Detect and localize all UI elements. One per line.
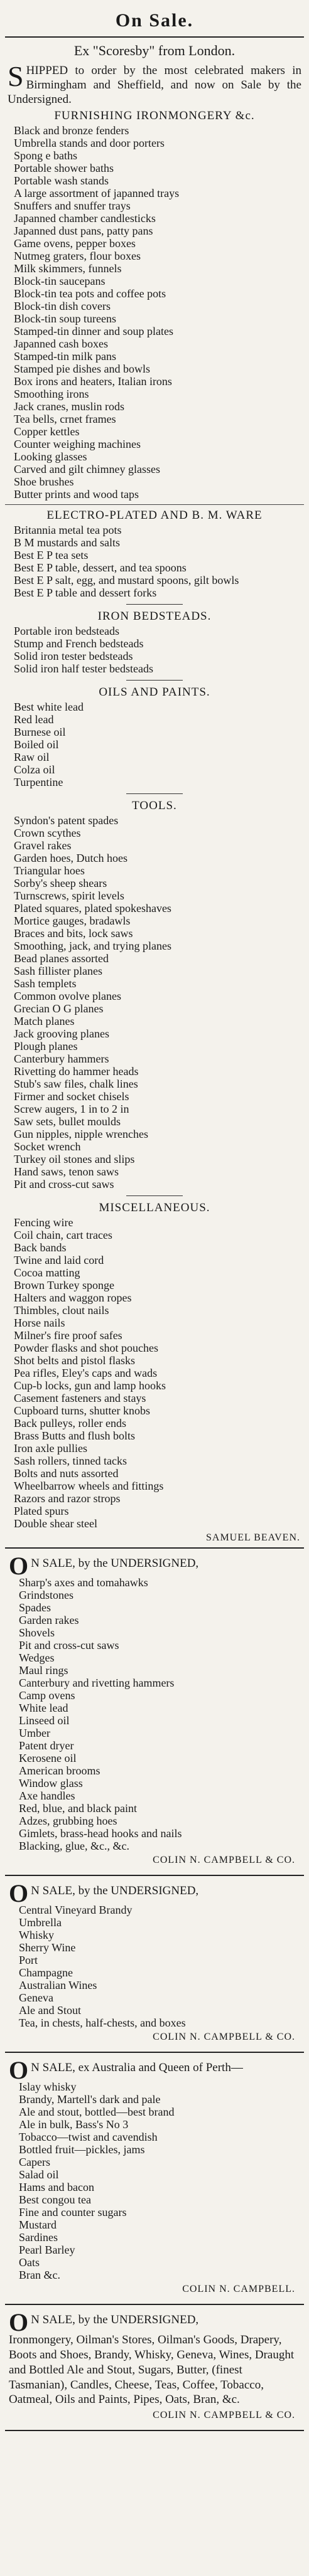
- divider: [5, 2052, 304, 2053]
- oils-heading: OILS AND PAINTS.: [99, 686, 210, 699]
- list-item: Common ovolve planes: [14, 990, 121, 1003]
- divider: [126, 1195, 183, 1196]
- ad3: [0, 1880, 309, 2048]
- list-item: Oats: [19, 2256, 40, 2269]
- ad5: [0, 2309, 309, 2426]
- list-item: Back bands: [14, 1241, 67, 1254]
- list-item: Hams and bacon: [19, 2181, 94, 2194]
- ad4-list: [5, 2080, 304, 2281]
- list-item: Wheelbarrow wheels and fittings: [14, 1480, 164, 1493]
- list-item: Block-tin saucepans: [14, 275, 106, 288]
- drop-cap: O: [9, 2308, 29, 2337]
- list-item: Smoothing irons: [14, 388, 89, 401]
- ad2: [0, 1552, 309, 1871]
- iron-heading: IRON BEDSTEADS.: [97, 610, 212, 623]
- list-item: Thimbles, clout nails: [14, 1304, 109, 1317]
- ad1-intro-text: HIPPED to order by the most celebrated makers in Birmingham and Sheffield, and now on Sale by the Undersigned.: [8, 64, 301, 106]
- list-item: Syndon's patent spades: [14, 814, 119, 827]
- oils-list: [0, 701, 309, 788]
- list-item: Black and bronze fenders: [14, 124, 129, 137]
- list-item: Australian Wines: [19, 1979, 97, 1992]
- list-item: Mustard: [19, 2218, 57, 2232]
- list-item: White lead: [19, 1702, 68, 1715]
- list-item: Best E P salt, egg, and mustard spoons, gilt bowls: [14, 574, 239, 587]
- list-item: Bolts and nuts assorted: [14, 1467, 119, 1480]
- list-item: Best congou tea: [19, 2193, 91, 2207]
- list-item: Braces and bits, lock saws: [14, 927, 133, 940]
- list-item: Plated squares, plated spokeshaves: [14, 902, 171, 915]
- list-item: Iron axle pullies: [14, 1442, 87, 1455]
- list-item: Tea, in chests, half-chests, and boxes: [19, 2017, 186, 2030]
- list-item: Portable shower baths: [14, 162, 114, 175]
- list-item: Tobacco—twist and cavendish: [19, 2131, 158, 2144]
- list-item: Pit and cross-cut saws: [14, 1178, 114, 1191]
- list-item: Smoothing, jack, and trying planes: [14, 940, 171, 953]
- list-item: Cup-b locks, gun and lamp hooks: [14, 1379, 166, 1392]
- list-item: Sharp's axes and tomahawks: [19, 1576, 148, 1589]
- list-item: Sardines: [19, 2231, 58, 2244]
- list-item: Portable iron bedsteads: [14, 625, 119, 638]
- list-item: Box irons and heaters, Italian irons: [14, 375, 172, 388]
- list-item: Twine and laid cord: [14, 1254, 104, 1267]
- list-item: Burnese oil: [14, 726, 66, 739]
- list-item: Milner's fire proof safes: [14, 1329, 122, 1342]
- list-item: Japanned chamber candlesticks: [14, 212, 156, 225]
- ad3-signature: COLIN N. CAMPBELL & CO.: [153, 2032, 295, 2043]
- list-item: Turpentine: [14, 776, 63, 789]
- ad2-list: [5, 1576, 304, 1852]
- list-item: Stamped-tin dinner and soup plates: [14, 325, 173, 338]
- list-item: Whisky: [19, 1929, 54, 1942]
- list-item: Camp ovens: [19, 1689, 75, 1702]
- list-item: Central Vineyard Brandy: [19, 1904, 133, 1917]
- list-item: Cocoa matting: [14, 1266, 80, 1280]
- list-item: Port: [19, 1954, 38, 1967]
- list-item: Bottled fruit—pickles, jams: [19, 2143, 145, 2156]
- ad3-list: [5, 1904, 304, 2029]
- list-item: Axe handles: [19, 1789, 75, 1803]
- list-item: Wedges: [19, 1651, 55, 1665]
- list-item: Blacking, glue, &c., &c.: [19, 1840, 129, 1853]
- ad2-intro: [5, 1552, 304, 1581]
- list-item: Solid iron half tester bedsteads: [14, 662, 153, 676]
- list-item: Boiled oil: [14, 738, 59, 751]
- list-item: Brown Turkey sponge: [14, 1279, 115, 1292]
- masthead-title: On Sale.: [115, 10, 194, 31]
- list-item: Best E P table and dessert forks: [14, 586, 157, 600]
- misc-list: [0, 1216, 309, 1530]
- list-item: Horse nails: [14, 1317, 65, 1330]
- list-item: Hand saws, tenon saws: [14, 1165, 119, 1179]
- list-item: Rivetting do hammer heads: [14, 1065, 139, 1078]
- list-item: Umbrella stands and door porters: [14, 137, 165, 150]
- list-item: Nutmeg graters, flour boxes: [14, 250, 141, 263]
- ad5-intro-text: N SALE, by the UNDERSIGNED,: [31, 2313, 199, 2327]
- list-item: Grindstones: [19, 1589, 73, 1602]
- electro-list: [0, 524, 309, 599]
- divider: [5, 504, 304, 505]
- drop-cap: O: [9, 1552, 29, 1581]
- list-item: Stub's saw files, chalk lines: [14, 1078, 138, 1091]
- divider: [126, 680, 183, 681]
- list-item: Crown scythes: [14, 827, 81, 840]
- list-item: Canterbury hammers: [14, 1052, 109, 1066]
- list-item: Adzes, grubbing hoes: [19, 1815, 117, 1828]
- list-item: Mortice gauges, bradawls: [14, 914, 131, 928]
- list-item: B M mustards and salts: [14, 536, 120, 549]
- list-item: Powder flasks and shot pouches: [14, 1342, 158, 1355]
- list-item: A large assortment of japanned trays: [14, 187, 180, 200]
- list-item: Bead planes assorted: [14, 952, 109, 965]
- list-item: Capers: [19, 2156, 50, 2169]
- list-item: Linseed oil: [19, 1714, 70, 1727]
- list-item: Umber: [19, 1727, 50, 1740]
- list-item: Bran &c.: [19, 2269, 60, 2282]
- list-item: Canterbury and rivetting hammers: [19, 1677, 175, 1690]
- list-item: Raw oil: [14, 751, 50, 764]
- list-item: Sash fillister planes: [14, 965, 102, 978]
- list-item: Brass Butts and flush bolts: [14, 1429, 136, 1443]
- list-item: Red, blue, and black paint: [19, 1802, 137, 1815]
- list-item: Copper kettles: [14, 425, 80, 438]
- list-item: Plated spurs: [14, 1505, 69, 1518]
- list-item: Spong e baths: [14, 149, 77, 162]
- divider: [126, 604, 183, 605]
- ad4-signature: COLIN N. CAMPBELL.: [182, 2284, 295, 2295]
- list-item: Portable wash stands: [14, 174, 109, 188]
- ad1-heading: Ex "Scoresby" from London.: [73, 43, 236, 58]
- ad1-signature: SAMUEL BEAVEN.: [205, 1532, 300, 1544]
- list-item: Double shear steel: [14, 1517, 97, 1530]
- list-item: Garden hoes, Dutch hoes: [14, 852, 127, 865]
- list-item: Salad oil: [19, 2168, 59, 2181]
- list-item: Shoe brushes: [14, 475, 74, 489]
- list-item: Grecian O G planes: [14, 1002, 104, 1015]
- misc-heading: MISCELLANEOUS.: [99, 1201, 210, 1215]
- list-item: Match planes: [14, 1015, 75, 1028]
- ad3-intro-text: N SALE, by the UNDERSIGNED,: [31, 1884, 199, 1898]
- list-item: Socket wrench: [14, 1140, 81, 1153]
- drop-cap: S: [8, 60, 24, 92]
- list-item: Japanned cash boxes: [14, 337, 108, 351]
- list-item: Jack grooving planes: [14, 1027, 109, 1041]
- list-item: Pea rifles, Eley's caps and wads: [14, 1367, 158, 1380]
- divider: [5, 2304, 304, 2305]
- furnishing-list: [0, 124, 309, 501]
- list-item: Colza oil: [14, 763, 55, 777]
- divider: [5, 1875, 304, 1876]
- list-item: Sherry Wine: [19, 1941, 76, 1954]
- divider: [5, 1547, 304, 1549]
- iron-list: [0, 625, 309, 675]
- ad4: [0, 2057, 309, 2300]
- list-item: Gimlets, brass-head hooks and nails: [19, 1827, 182, 1840]
- list-item: Saw sets, bullet moulds: [14, 1115, 121, 1128]
- list-item: Halters and waggon ropes: [14, 1291, 132, 1305]
- list-item: Window glass: [19, 1777, 83, 1790]
- list-item: Gun nipples, nipple wrenches: [14, 1128, 148, 1141]
- list-item: Sorby's sheep shears: [14, 877, 107, 890]
- list-item: Gravel rakes: [14, 839, 72, 852]
- list-item: Patent dryer: [19, 1739, 74, 1752]
- list-item: Sash rollers, tinned tacks: [14, 1455, 127, 1468]
- list-item: Coil chain, cart traces: [14, 1229, 112, 1242]
- ad5-intro: [5, 2308, 304, 2337]
- list-item: Carved and gilt chimney glasses: [14, 463, 160, 476]
- ad3-intro: [5, 1879, 304, 1908]
- ad5-body: Ironmongery, Oilman's Stores, Oilman's Goods, Drapery, Boots and Shoes, Brandy, Whisky, Geneva, Wines, Draught and Bottled Ale and Stout, Sugars, Butter, (finest Tasmanian), Candles, Cheese, Teas, Coffee, Tobacco, Oatmeal, Oils and Paints, Pipes, Oats, Bran, &c.: [9, 2333, 295, 2407]
- list-item: Fencing wire: [14, 1216, 73, 1229]
- list-item: Counter weighing machines: [14, 438, 141, 451]
- list-item: Butter prints and wood taps: [14, 488, 139, 501]
- list-item: Jack cranes, muslin rods: [14, 400, 124, 413]
- list-item: Kerosene oil: [19, 1752, 77, 1765]
- list-item: Stump and French bedsteads: [14, 637, 144, 650]
- list-item: Milk skimmers, funnels: [14, 262, 122, 275]
- list-item: Triangular hoes: [14, 864, 85, 877]
- list-item: Shovels: [19, 1626, 55, 1640]
- ad2-intro-text: N SALE, by the UNDERSIGNED,: [31, 1557, 199, 1571]
- list-item: Casement fasteners and stays: [14, 1392, 146, 1405]
- list-item: Cupboard turns, shutter knobs: [14, 1404, 150, 1418]
- list-item: Best white lead: [14, 701, 84, 714]
- list-item: Shot belts and pistol flasks: [14, 1354, 135, 1367]
- list-item: Screw augers, 1 in to 2 in: [14, 1103, 129, 1116]
- tools-heading: TOOLS.: [132, 799, 177, 813]
- list-item: Best E P tea sets: [14, 549, 89, 562]
- list-item: Back pulleys, roller ends: [14, 1417, 126, 1430]
- ad4-intro-text: N SALE, ex Australia and Queen of Perth—: [31, 2061, 243, 2075]
- list-item: Razors and razor strops: [14, 1492, 121, 1505]
- list-item: Turnscrews, spirit levels: [14, 889, 124, 903]
- tools-list: [0, 814, 309, 1190]
- list-item: Fine and counter sugars: [19, 2206, 127, 2219]
- list-item: Snuffers and snuffer trays: [14, 199, 131, 213]
- ad5-signature: COLIN N. CAMPBELL & CO.: [153, 2410, 295, 2421]
- list-item: Stamped-tin milk pans: [14, 350, 116, 363]
- list-item: Solid iron tester bedsteads: [14, 650, 133, 663]
- list-item: Best E P table, dessert, and tea spoons: [14, 561, 187, 575]
- list-item: Umbrella: [19, 1916, 62, 1929]
- list-item: Brandy, Martell's dark and pale: [19, 2093, 161, 2106]
- list-item: Plough planes: [14, 1040, 78, 1053]
- list-item: Sash templets: [14, 977, 77, 990]
- list-item: Looking glasses: [14, 450, 87, 464]
- list-item: American brooms: [19, 1764, 100, 1778]
- list-item: Block-tin soup tureens: [14, 312, 116, 326]
- furnishing-heading: FURNISHING IRONMONGERY &c.: [54, 109, 255, 123]
- list-item: Red lead: [14, 713, 54, 726]
- ad4-intro: [5, 2056, 304, 2085]
- drop-cap: O: [9, 2056, 29, 2085]
- list-item: Islay whisky: [19, 2080, 77, 2094]
- list-item: Stamped pie dishes and bowls: [14, 363, 150, 376]
- list-item: Spades: [19, 1601, 51, 1614]
- list-item: Britannia metal tea pots: [14, 524, 122, 537]
- list-item: Ale and Stout: [19, 2004, 81, 2017]
- divider: [5, 2430, 304, 2431]
- list-item: Champagne: [19, 1966, 73, 1980]
- list-item: Pearl Barley: [19, 2244, 75, 2257]
- list-item: Maul rings: [19, 1664, 68, 1677]
- ad2-signature: COLIN N. CAMPBELL & CO.: [153, 1855, 295, 1866]
- list-item: Ale and stout, bottled—best brand: [19, 2106, 175, 2119]
- list-item: Ale in bulk, Bass's No 3: [19, 2118, 129, 2131]
- list-item: Game ovens, pepper boxes: [14, 237, 136, 250]
- list-item: Block-tin dish covers: [14, 300, 111, 313]
- list-item: Japanned dust pans, patty pans: [14, 225, 153, 238]
- list-item: Block-tin tea pots and coffee pots: [14, 287, 166, 300]
- list-item: Geneva: [19, 1991, 53, 2005]
- list-item: Tea bells, crnet frames: [14, 413, 116, 426]
- list-item: Garden rakes: [19, 1614, 79, 1627]
- list-item: Turkey oil stones and slips: [14, 1153, 135, 1166]
- divider: [126, 793, 183, 794]
- list-item: Pit and cross-cut saws: [19, 1639, 119, 1652]
- ad1-intro: [0, 60, 309, 107]
- drop-cap: O: [9, 1879, 29, 1908]
- divider: [5, 36, 304, 38]
- list-item: Firmer and socket chisels: [14, 1090, 129, 1103]
- electro-heading: ELECTRO-PLATED AND B. M. WARE: [46, 509, 263, 522]
